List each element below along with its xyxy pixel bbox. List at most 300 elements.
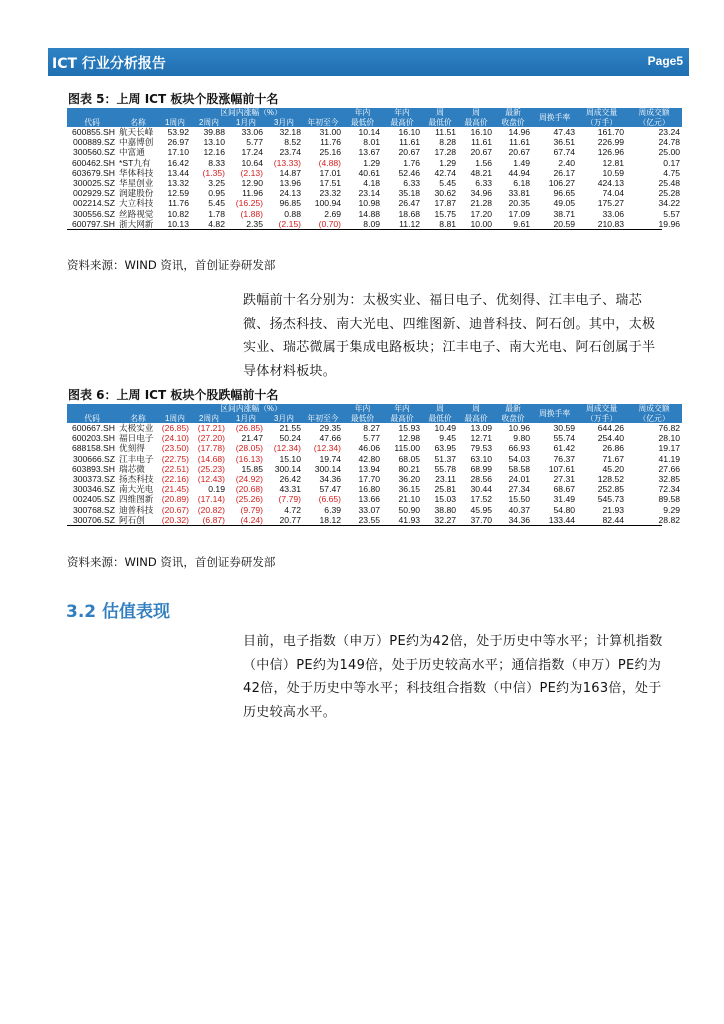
table-cell: 15.75	[434, 208, 457, 219]
fig5-stock-table	[67, 108, 682, 229]
table-cell: 18.68	[398, 208, 421, 219]
table-cell: 300.14	[274, 463, 301, 474]
table-cell: 74.04	[602, 188, 625, 199]
header-col-10: 周	[458, 404, 494, 414]
table-cell: 13.09	[470, 423, 493, 433]
table-cell: 20.67	[398, 147, 421, 158]
header-period-6: 年初至今	[303, 118, 343, 128]
table-cell: 23.24	[658, 127, 681, 137]
header-col-9-sub: 最低价	[422, 414, 458, 424]
table-cell: 128.52	[597, 474, 625, 485]
table-cell: 10.96	[508, 423, 531, 433]
table-row	[67, 474, 682, 484]
table-cell: 24.01	[508, 474, 531, 485]
table-cell: 35.18	[398, 188, 421, 199]
table-cell: (12.43)	[197, 474, 225, 485]
header-col-14: 周成交额	[626, 108, 682, 118]
table-cell: 34.36	[508, 514, 531, 525]
table-cell: 47.66	[319, 433, 342, 444]
table-cell: 12.98	[398, 433, 421, 444]
stock-name: 华体科技	[119, 167, 154, 178]
table-cell: 25.00	[658, 147, 681, 158]
table-cell: 79.53	[470, 443, 493, 454]
table-cell: 44.94	[508, 167, 531, 178]
table-cell: 57.47	[319, 484, 342, 495]
table-cell: (9.79)	[240, 504, 263, 515]
table-cell: 63.10	[470, 453, 493, 464]
table-cell: 17.28	[434, 147, 457, 158]
table-cell: (22.16)	[161, 474, 189, 485]
table-cell: (27.20)	[197, 433, 225, 444]
table-cell: 0.88	[284, 208, 301, 219]
stock-name: 瑞芯微	[119, 463, 145, 474]
table-cell: 39.88	[203, 127, 225, 137]
table-cell: 27.34	[508, 484, 531, 495]
stock-name: 浙大网新	[119, 218, 154, 229]
table-cell: 8.27	[363, 423, 381, 433]
stock-code: 600203.SH	[71, 433, 115, 444]
report-header-bar	[48, 48, 689, 76]
table-cell: 36.51	[553, 137, 576, 148]
header-col-13-sub: （万手）	[577, 414, 626, 424]
table-cell: 13.94	[358, 463, 381, 474]
table-cell: 76.82	[658, 423, 681, 433]
table-cell: (4.24)	[240, 514, 263, 525]
table-cell: (16.13)	[235, 453, 263, 464]
table-cell: 17.01	[319, 167, 342, 178]
header-col-13-sub: （万手）	[577, 118, 626, 128]
table-cell: 10.13	[167, 218, 189, 229]
table-cell: 23.74	[279, 147, 301, 158]
stock-code: 000889.SZ	[72, 137, 115, 148]
table-cell: 42.74	[434, 167, 457, 178]
table-cell: 54.80	[553, 504, 576, 515]
stock-name: 四维图新	[119, 494, 154, 505]
table-cell: 19.17	[658, 443, 681, 454]
table-row	[67, 137, 682, 147]
table-cell: (17.14)	[197, 494, 225, 505]
header-col-9-sub: 最低价	[422, 118, 458, 128]
table-row	[67, 198, 682, 208]
table-cell: 1.56	[475, 157, 493, 168]
table-cell: 48.21	[470, 167, 493, 178]
table-cell: 16.10	[470, 127, 493, 137]
header-col-14-sub: （亿元）	[626, 414, 682, 424]
table-cell: (20.82)	[197, 504, 225, 515]
header-col-11: 最新	[494, 108, 532, 118]
header-name: 名称	[117, 118, 159, 128]
header-period-3: 2周内	[191, 414, 227, 424]
table-cell: 9.29	[663, 504, 681, 515]
header-col-13: 周成交量	[577, 108, 626, 118]
table-cell: 38.71	[553, 208, 576, 219]
table-cell: 2.35	[246, 218, 263, 229]
table-cell: 1.29	[363, 157, 381, 168]
table-cell: 30.59	[553, 423, 576, 433]
stock-code: 300346.SZ	[72, 484, 115, 495]
table-cell: (6.87)	[202, 514, 225, 525]
table-cell: 1.78	[208, 208, 225, 219]
table-cell: 106.27	[548, 178, 576, 189]
table-row	[67, 127, 682, 137]
header-period-2: 1周内	[159, 414, 191, 424]
table-cell: 226.99	[597, 137, 625, 148]
table-cell: (16.25)	[235, 198, 263, 209]
header-range-change-group: 区间内涨幅（%）	[159, 108, 343, 118]
table-cell: 63.95	[434, 443, 457, 454]
stock-name: 大立科技	[119, 198, 154, 209]
table-cell: 80.21	[398, 463, 421, 474]
table-cell: 644.26	[597, 423, 625, 433]
table-cell: (6.65)	[318, 494, 342, 505]
table-cell: 13.44	[167, 167, 189, 178]
table-cell: 17.09	[508, 208, 531, 219]
table-cell: 21.55	[279, 423, 301, 433]
header-col-8: 年内	[382, 404, 422, 414]
header-period-4: 1月内	[227, 118, 265, 128]
table-cell: 20.35	[508, 198, 531, 209]
table-cell: 252.85	[597, 484, 625, 495]
header-period-3: 2周内	[191, 118, 227, 128]
table-cell: 17.52	[470, 494, 493, 505]
header-col-11-sub: 收盘价	[494, 414, 532, 424]
table-cell: 10.98	[358, 198, 381, 209]
table-cell: 13.96	[279, 178, 301, 189]
stock-name: 江丰电子	[119, 453, 154, 464]
table-cell: 20.77	[279, 514, 301, 525]
stock-name: 优刻得	[119, 443, 145, 454]
table-cell: (25.26)	[235, 494, 263, 505]
table-cell: (4.88)	[318, 157, 342, 168]
table-cell: 15.10	[279, 453, 301, 464]
table-cell: 13.67	[358, 147, 381, 158]
table-cell: 33.06	[602, 208, 625, 219]
table-cell: 68.99	[470, 463, 493, 474]
table-cell: (26.85)	[161, 423, 189, 433]
table-cell: 33.06	[241, 127, 263, 137]
table-row	[67, 188, 682, 198]
table-cell: 26.97	[167, 137, 189, 148]
table-cell: 28.82	[658, 514, 681, 525]
table-cell: 16.80	[358, 484, 381, 495]
header-period-5: 3月内	[265, 414, 303, 424]
table-cell: 29.35	[319, 423, 342, 433]
table-cell: 61.42	[553, 443, 576, 454]
table-cell: 24.13	[279, 188, 301, 199]
table-cell: 34.96	[470, 188, 493, 199]
table-cell: 23.55	[358, 514, 381, 525]
header-period-6: 年初至今	[303, 414, 343, 424]
table-cell: 115.00	[394, 443, 421, 454]
table-cell: 30.44	[470, 484, 493, 495]
table-cell: (22.51)	[161, 463, 189, 474]
table-cell: 46.06	[358, 443, 381, 454]
figure-5-table	[67, 108, 681, 230]
table-cell: 6.18	[513, 178, 531, 189]
table-cell: (23.50)	[161, 443, 189, 454]
table-cell: 424.13	[597, 178, 625, 189]
table-row	[67, 443, 682, 453]
table-cell: 11.76	[168, 198, 189, 209]
table-cell: (2.15)	[278, 218, 301, 229]
table-cell: 11.61	[509, 137, 531, 148]
stock-code: 300560.SZ	[72, 147, 115, 158]
table-cell: 175.27	[597, 198, 625, 209]
table-cell: 18.12	[319, 514, 342, 525]
table-cell: 15.03	[434, 494, 457, 505]
table-cell: 34.36	[319, 474, 342, 485]
figure-6-title: 图表 6：上周 ICT 板块个股跌幅前十名	[68, 388, 279, 402]
table-cell: 27.31	[553, 474, 576, 485]
table-cell: 26.86	[602, 443, 625, 454]
table-row	[67, 464, 682, 474]
figure-5-source: 资料来源：WIND 资讯，首创证券研发部	[67, 258, 276, 272]
stock-code: 002929.SZ	[72, 188, 115, 199]
table-cell: (14.68)	[197, 453, 225, 464]
table-cell: 49.05	[553, 198, 576, 209]
stock-name: 中嘉博创	[119, 137, 154, 148]
table-cell: 6.39	[324, 504, 342, 515]
header-turnover: 周换手率	[532, 404, 577, 423]
table-cell: 10.82	[167, 208, 189, 219]
table-row	[67, 515, 682, 525]
table-cell: 82.44	[602, 514, 625, 525]
table-cell: 13.66	[358, 494, 381, 505]
table-cell: 45.20	[602, 463, 625, 474]
table-cell: 126.96	[597, 147, 625, 158]
table-cell: 0.19	[208, 484, 225, 495]
header-col-14-sub: （亿元）	[626, 118, 682, 128]
table-cell: 33.81	[508, 188, 531, 199]
table-cell: 8.52	[284, 137, 301, 148]
header-col-8-sub: 最高价	[382, 118, 422, 128]
table-cell: 36.20	[398, 474, 421, 485]
table-cell: (13.33)	[273, 157, 301, 168]
table-cell: 15.50	[508, 494, 531, 505]
table-cell: (21.45)	[161, 484, 189, 495]
table-cell: 32.85	[658, 474, 681, 485]
table-cell: 6.33	[475, 178, 493, 189]
stock-code: 002405.SZ	[72, 494, 115, 505]
table-cell: 0.95	[208, 188, 225, 199]
stock-code: 688158.SH	[71, 443, 115, 454]
table-cell: 133.44	[548, 514, 576, 525]
table-cell: 28.10	[658, 433, 681, 444]
table-cell: 1.49	[513, 157, 531, 168]
table-cell: 47.43	[553, 127, 576, 137]
table-cell: 12.16	[203, 147, 225, 158]
table-cell: (0.70)	[318, 218, 342, 229]
table-cell: 2.69	[324, 208, 342, 219]
table-row	[67, 158, 682, 168]
figure-6-source: 资料来源：WIND 资讯，首创证券研发部	[67, 555, 276, 569]
stock-name: 迪普科技	[119, 504, 154, 515]
report-title: ICT 行业分析报告	[52, 56, 166, 72]
table-cell: 10.64	[241, 157, 263, 168]
stock-name: 福日电子	[119, 433, 154, 444]
table-cell: 68.05	[398, 453, 421, 464]
header-col-9: 周	[422, 404, 458, 414]
table-cell: 8.28	[439, 137, 457, 148]
table-cell: 26.17	[553, 167, 576, 178]
fig6-stock-table	[67, 404, 682, 525]
table-cell: 52.46	[398, 167, 421, 178]
table-cell: (26.85)	[235, 423, 263, 433]
stock-name: 太极实业	[119, 423, 154, 433]
table-row	[67, 505, 682, 515]
table-cell: 45.95	[470, 504, 493, 515]
table-cell: 16.42	[167, 157, 189, 168]
stock-code: 600797.SH	[71, 218, 115, 229]
table-cell: 8.33	[208, 157, 225, 168]
header-range-change-group: 区间内涨幅（%）	[159, 404, 343, 414]
header-col-11: 最新	[494, 404, 532, 414]
table-cell: (20.67)	[161, 504, 189, 515]
header-col-10-sub: 最高价	[458, 118, 494, 128]
table-cell: 10.49	[434, 423, 457, 433]
table-cell: 43.31	[279, 484, 301, 495]
table-cell: (20.89)	[161, 494, 189, 505]
table-cell: 51.37	[434, 453, 457, 464]
table-cell: 40.61	[358, 167, 381, 178]
table-cell: (25.23)	[197, 463, 225, 474]
table-cell: 11.12	[399, 218, 421, 229]
table-cell: 12.71	[470, 433, 493, 444]
header-col-8: 年内	[382, 108, 422, 118]
stock-code: 603893.SH	[71, 463, 115, 474]
paragraph-valuation: 目前，电子指数（申万）PE约为42倍，处于历史中等水平；计算机指数（中信）PE约为149倍，处于历史较高水平；通信指数（申万）PE约为42倍，处于历史中等水平；科技组合指数（中信）PE约为163倍，处于历史较高水平。	[243, 634, 663, 720]
stock-code: 600855.SH	[71, 127, 115, 137]
table-cell: 34.22	[658, 198, 681, 209]
table-cell: (22.75)	[161, 453, 189, 464]
table-cell: 15.93	[398, 423, 421, 433]
figure-5-title: 图表 5：上周 ICT 板块个股涨幅前十名	[68, 92, 279, 106]
table-cell: 68.67	[553, 484, 576, 495]
table-cell: 21.10	[398, 494, 421, 505]
table-cell: 50.90	[398, 504, 421, 515]
table-cell: 4.18	[363, 178, 381, 189]
header-turnover: 周换手率	[532, 108, 577, 127]
table-cell: 32.27	[434, 514, 457, 525]
table-cell: 11.61	[471, 137, 493, 148]
table-cell: 10.00	[470, 218, 493, 229]
table-cell: 25.16	[319, 147, 342, 158]
table-cell: 20.67	[470, 147, 493, 158]
table-cell: (17.21)	[197, 423, 225, 433]
table-cell: 54.03	[508, 453, 531, 464]
table-cell: 8.81	[439, 218, 457, 229]
table-cell: 42.80	[358, 453, 381, 464]
table-cell: 19.74	[319, 453, 342, 464]
table-cell: (28.05)	[235, 443, 263, 454]
stock-code: 300025.SZ	[72, 178, 115, 189]
table-cell: 210.83	[597, 218, 625, 229]
table-cell: (1.88)	[240, 208, 263, 219]
header-period-2: 1周内	[159, 118, 191, 128]
table-cell: 5.45	[208, 198, 225, 209]
table-cell: (2.13)	[240, 167, 263, 178]
table-cell: (12.34)	[273, 443, 301, 454]
table-cell: 32.18	[279, 127, 301, 137]
table-cell: 25.28	[658, 188, 681, 199]
table-cell: 24.78	[658, 137, 681, 148]
table-cell: 41.93	[398, 514, 421, 525]
header-code: 代码	[67, 118, 117, 128]
table-cell: 12.90	[241, 178, 263, 189]
table-cell: 4.75	[663, 167, 681, 178]
table-cell: 5.57	[663, 208, 681, 219]
stock-code: 300556.SZ	[72, 208, 115, 219]
table-cell: 20.59	[553, 218, 576, 229]
table-cell: 14.87	[279, 167, 301, 178]
stock-name: 阿石创	[119, 514, 145, 525]
table-cell: 13.32	[167, 178, 189, 189]
table-cell: 55.74	[553, 433, 576, 444]
stock-code: 600667.SH	[71, 423, 115, 433]
table-cell: 23.14	[358, 188, 381, 199]
stock-code: 002214.SZ	[72, 198, 115, 209]
header-code: 代码	[67, 414, 117, 424]
table-cell: 100.94	[314, 198, 342, 209]
stock-code: 300706.SZ	[72, 514, 115, 525]
table-cell: 21.93	[602, 504, 625, 515]
header-col-13: 周成交量	[577, 404, 626, 414]
table-cell: 30.62	[434, 188, 457, 199]
table-bottom-rule	[67, 525, 662, 526]
table-cell: (1.35)	[202, 167, 225, 178]
table-row	[67, 484, 682, 494]
table-cell: 1.76	[403, 157, 421, 168]
paragraph-decliners: 跌幅前十名分别为：太极实业、福日电子、优刻得、江丰电子、瑞芯微、扬杰科技、南大光电、四维图新、迪普科技、阿石创。其中，太极实业、瑞芯微属于集成电路板块；江丰电子、南大光电、阿石创属于半导体材料板块。	[243, 293, 656, 379]
header-col-10-sub: 最高价	[458, 414, 494, 424]
table-cell: 53.92	[167, 127, 189, 137]
table-row	[67, 209, 682, 219]
figure-6-table	[67, 404, 681, 526]
header-col-8-sub: 最高价	[382, 414, 422, 424]
header-period-4: 1月内	[227, 414, 265, 424]
table-cell: 14.96	[508, 127, 531, 137]
table-cell: 31.00	[319, 127, 342, 137]
table-cell: 20.67	[508, 147, 531, 158]
stock-name: 南大光电	[119, 484, 154, 495]
table-row	[67, 433, 682, 443]
stock-name: 润建股份	[119, 188, 154, 199]
table-cell: 37.70	[470, 514, 493, 525]
table-cell: 17.24	[241, 147, 263, 158]
header-blank	[67, 404, 117, 414]
table-row	[67, 494, 682, 504]
table-cell: 12.81	[602, 157, 625, 168]
table-cell: 10.59	[602, 167, 625, 178]
table-cell: 17.10	[167, 147, 189, 158]
table-row	[67, 168, 682, 178]
table-row	[67, 219, 682, 229]
table-cell: 4.82	[208, 218, 225, 229]
stock-name: 中富通	[119, 147, 145, 158]
table-cell: 71.67	[602, 453, 625, 464]
table-row	[67, 147, 682, 157]
table-cell: 9.45	[439, 433, 457, 444]
table-cell: 5.77	[363, 433, 381, 444]
table-cell: 96.65	[553, 188, 576, 199]
stock-name: 华星创业	[119, 178, 154, 189]
table-cell: 21.28	[470, 198, 493, 209]
table-cell: 55.78	[434, 463, 457, 474]
table-cell: (7.79)	[278, 494, 301, 505]
header-period-5: 3月内	[265, 118, 303, 128]
table-cell: 27.66	[658, 463, 681, 474]
table-cell: 76.37	[553, 453, 576, 464]
